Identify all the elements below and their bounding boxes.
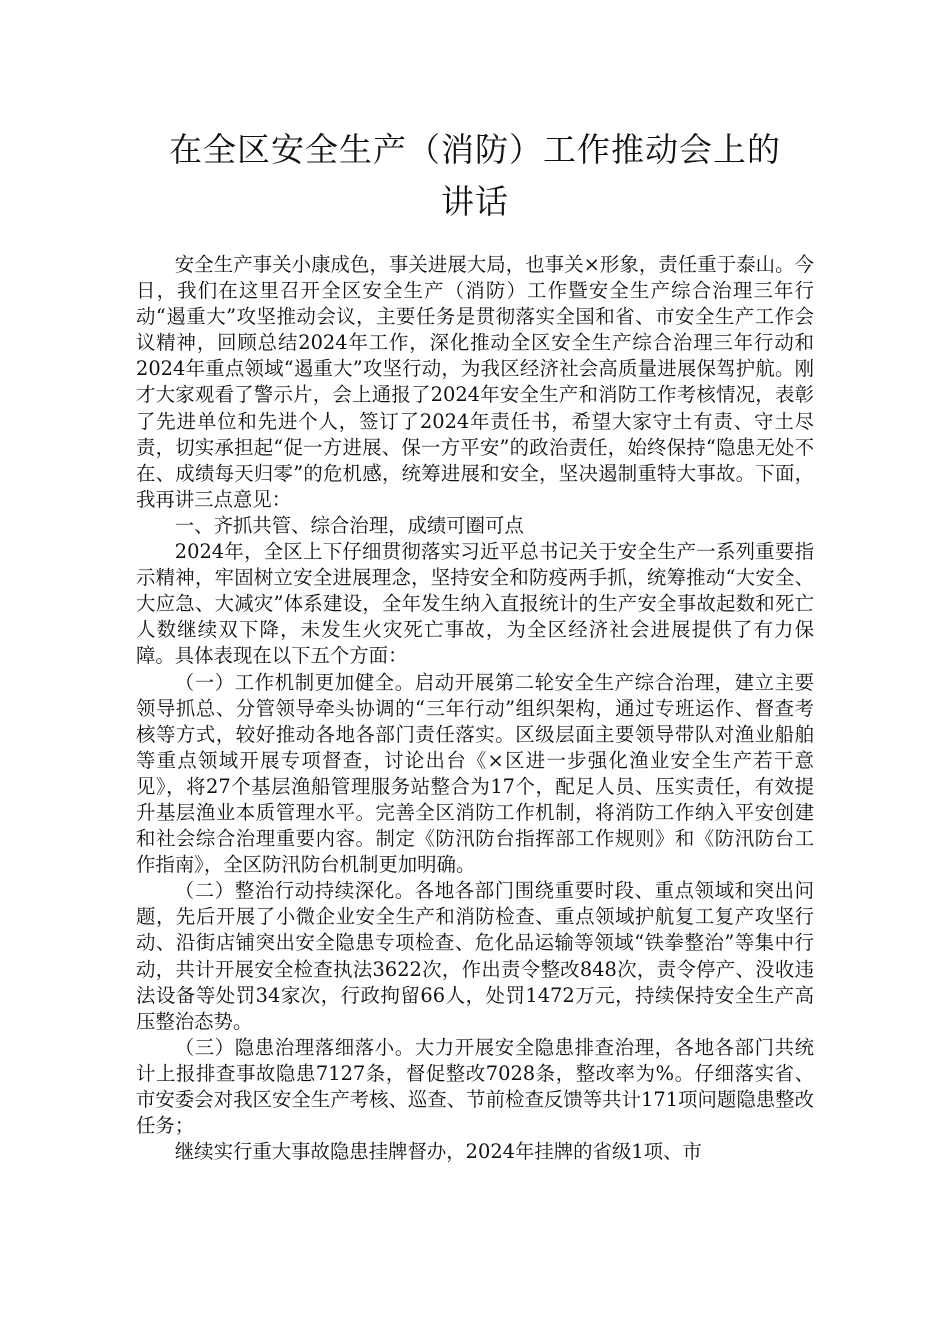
section-heading-1: 一、齐抓共管、综合治理，成绩可圈可点 — [174, 513, 524, 537]
paragraph-summary: 2024年，全区上下仔细贯彻落实习近平总书记关于安全生产一系列重要指示精神，牢固树立安全进展理念，坚持安全和防疫两手抓，统筹推动“大安全、大应急、大减灾”体系建设，全年发生纳入直报统计的生产安全事故起数和死亡人数继续双下降，未发生火灾死亡事故，为全区经济社会进展提供了有力保障。具体表现在以下五个方面： — [136, 540, 814, 668]
document-title — [136, 0, 814, 228]
paragraph-item-2: （二）整治行动持续深化。各地各部门围绕重要时段、重点领域和突出问题，先后开展了小微企业安全生产和消防检查、重点领域护航复工复产攻坚行动、沿街店铺突出安全隐患专项检查、危化品运输等领域“铁拳整治”等集中行动，共计开展安全检查执法3622次，作出责令整改848次，责令停产、没收违法设备等处罚34家次，行政拘留66人，处罚1472万元，持续保持安全生产高压整治态势。 — [136, 879, 814, 1033]
title-line-1: 在全区安全生产（消防）工作推动会上的 — [169, 130, 781, 169]
paragraph-intro: 安全生产事关小康成色，事关进展大局，也事关×形象，责任重于泰山。今日，我们在这里召开全区安全生产（消防）工作暨安全生产综合治理三年行动“遏重大”攻坚推动会议，主要任务是贯彻落实全国和省、市安全生产工作会议精神，回顾总结2024年工作，深化推动全区安全生产综合治理三年行动和2024年重点领域“遏重大”攻坚行动，为我区经济社会高质量进展保驾护航。刚才大家观看了警示片，会上通报了2024年安全生产和消防工作考核情况，表彰了先进单位和先进个人，签订了2024年责任书，希望大家守土有责、守土尽责，切实承担起“促一方进展、保一方平安”的政治责任，始终保持“隐患无处不在、成绩每天归零”的危机感，统筹进展和安全，坚决遏制重特大事故。下面，我再讲三点意见： — [136, 253, 814, 511]
paragraph-item-1: （一）工作机制更加健全。启动开展第二轮安全生产综合治理，建立主要领导抓总、分管领导牵头协调的“三年行动”组织架构，通过专班运作、督查考核等方式，较好推动各地各部门责任落实。区级层面主要领导带队对渔业船舶等重点领域开展专项督查，讨论出台《×区进一步强化渔业安全生产若干意见》，将27个基层渔船管理服务站整合为17个，配足人员、压实责任，有效提升基层渔业本质管理水平。完善全区消防工作机制，将消防工作纳入平安创建和社会综合治理重要内容。制定《防汛防台指挥部工作规则》和《防汛防台工作指南》，全区防汛防台机制更加明确。 — [136, 670, 814, 877]
title-line-2: 讲话 — [441, 182, 509, 221]
paragraph-continued: 继续实行重大事故隐患挂牌督办，2024年挂牌的省级1项、市 — [174, 1140, 702, 1164]
document-body — [136, 252, 814, 1165]
paragraph-item-3: （三）隐患治理落细落小。大力开展安全隐患排查治理，各地各部门共统计上报排查事故隐患7127条，督促整改7028条，整改率为%。仔细落实省、市安委会对我区安全生产考核、巡查、节前检查反馈等共计171项问题隐患整改任务； — [136, 1035, 814, 1138]
